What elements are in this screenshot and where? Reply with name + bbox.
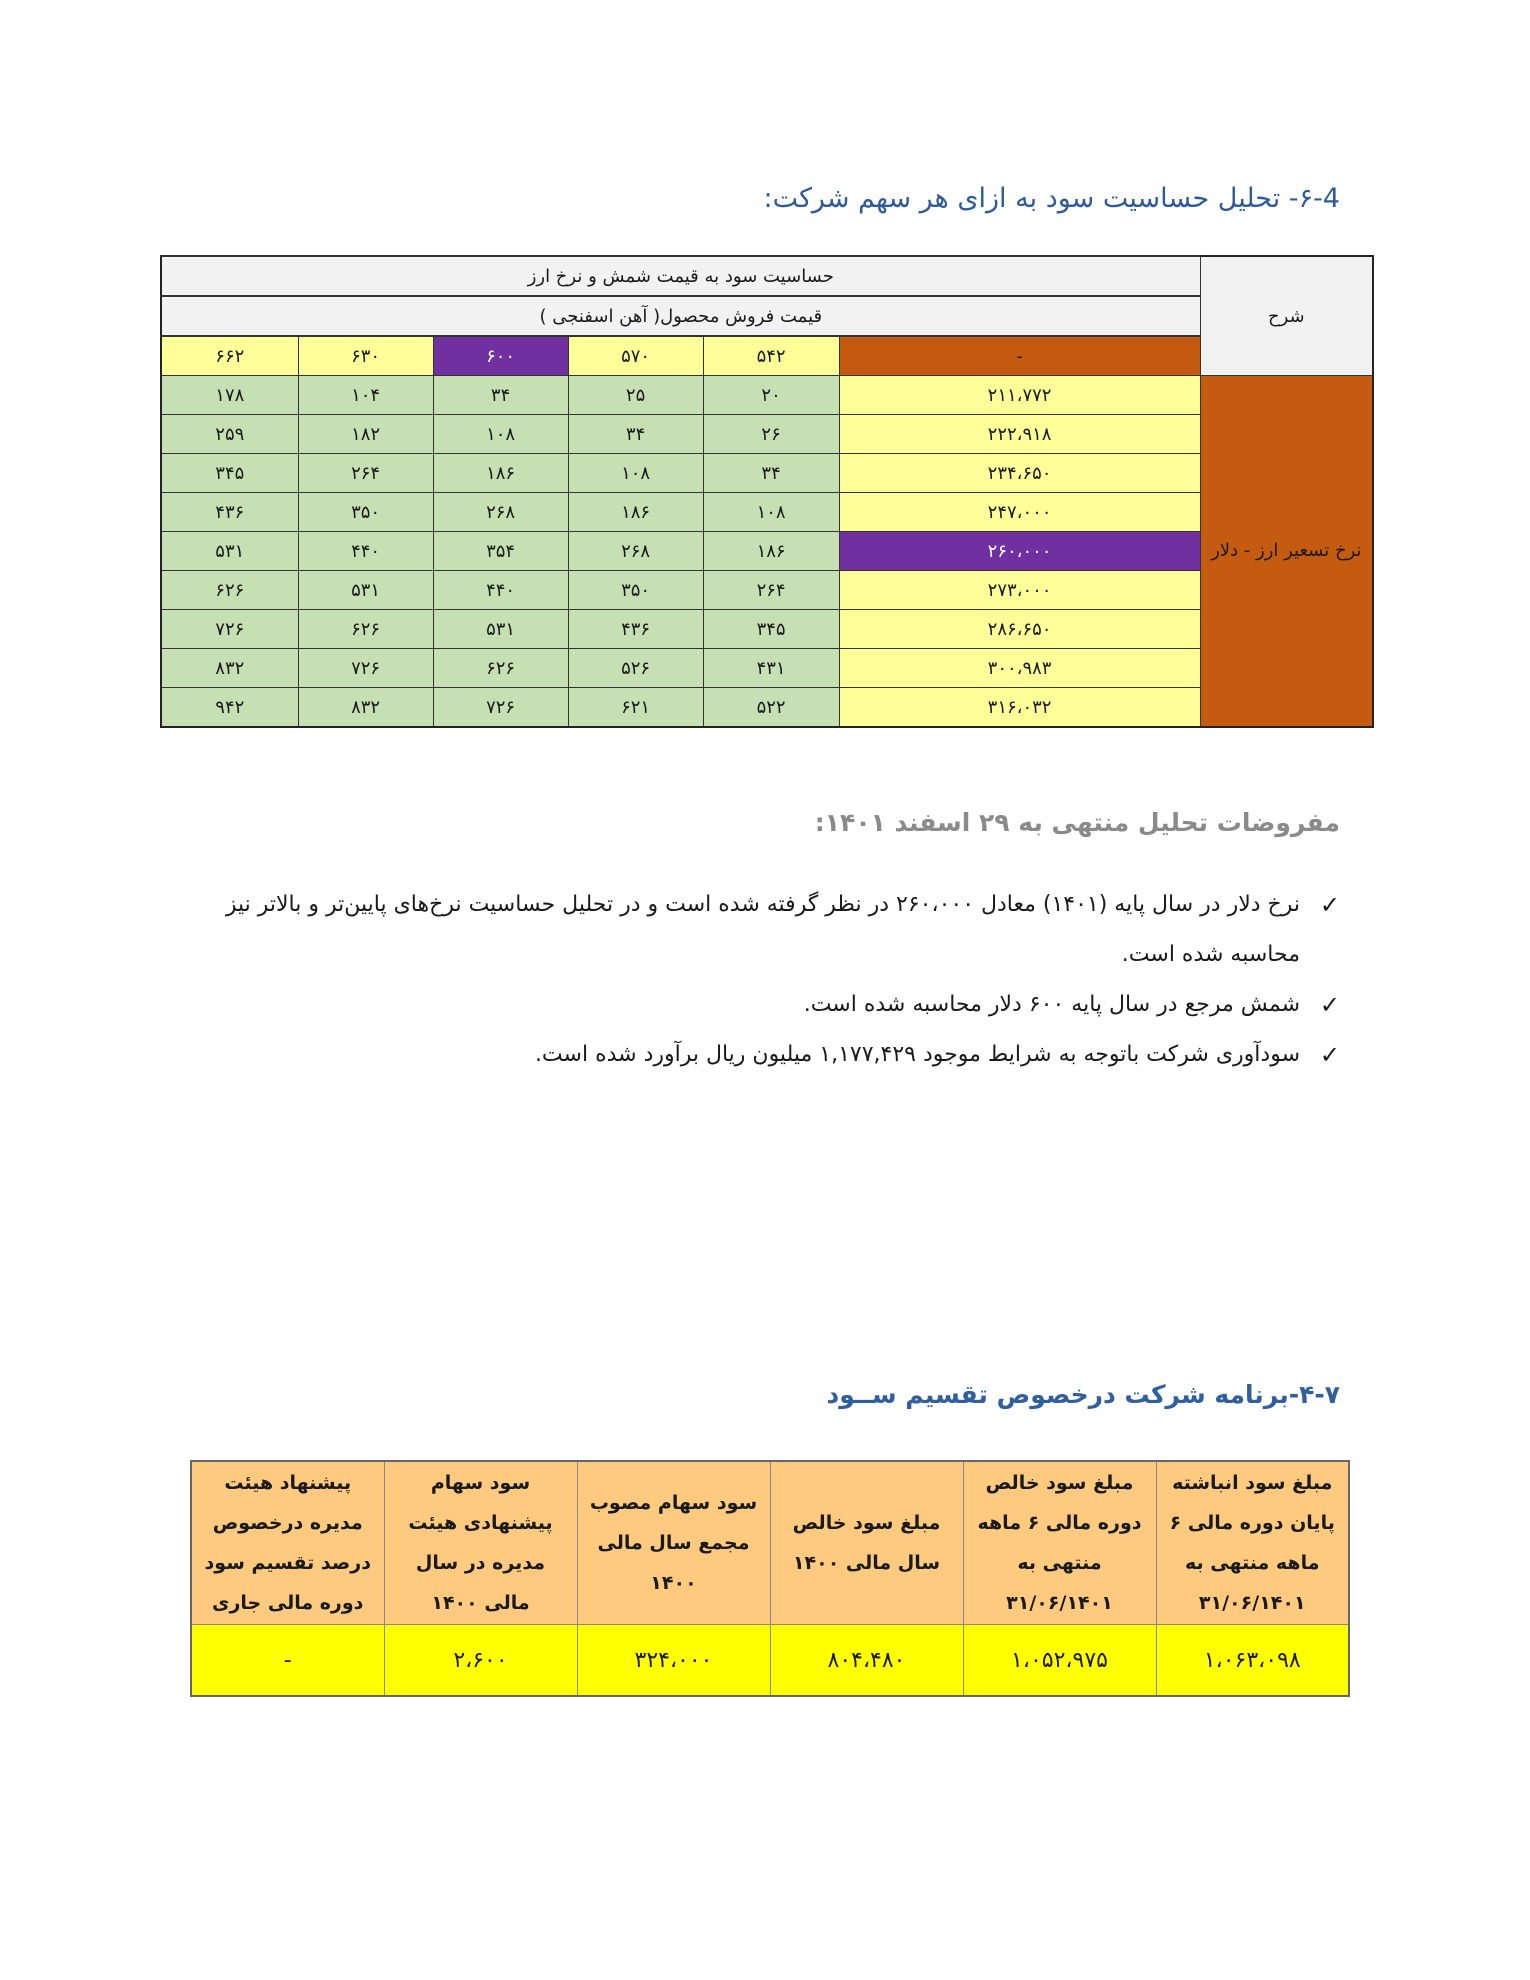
eps-value-cell: ۲۶۴: [703, 571, 839, 610]
dividend-value-cell: ۸۰۴،۴۸۰: [770, 1625, 963, 1697]
eps-value-cell: ۳۴۵: [161, 454, 298, 493]
table-row: [161, 532, 1373, 571]
price-header-cell: ۶۰۰: [433, 336, 568, 376]
eps-value-cell: ۱۰۸: [433, 415, 568, 454]
eps-value-cell: ۴۳۶: [568, 610, 703, 649]
eps-value-cell: ۲۶۴: [298, 454, 433, 493]
eps-value-cell: ۵۲۶: [568, 649, 703, 688]
dividend-header-cell: مبلغ سود انباشته پایان دوره مالی ۶ ماهه منتهی به ۳۱/۰۶/۱۴۰۱: [1156, 1461, 1349, 1625]
sensitivity-section-title: ۶-4- تحلیل حساسیت سود به ازای هر سهم شرکت:: [763, 183, 1340, 214]
eps-value-cell: ۱۷۸: [161, 376, 298, 415]
table-row: [161, 493, 1373, 532]
eps-value-cell: ۱۰۸: [568, 454, 703, 493]
eps-value-cell: ۳۵۰: [298, 493, 433, 532]
eps-value-cell: ۷۲۶: [161, 610, 298, 649]
table-row: [161, 376, 1373, 415]
dividend-header-cell: سود سهام پیشنهادی هیئت مدیره در سال مالی ۱۴۰۰: [384, 1461, 577, 1625]
eps-value-cell: ۳۵۰: [568, 571, 703, 610]
dividend-value-cell: ۱،۰۶۳،۰۹۸: [1156, 1625, 1349, 1697]
eps-value-cell: ۲۵۹: [161, 415, 298, 454]
exchange-rate-cell: ۲۸۶،۶۵۰: [839, 610, 1200, 649]
description-header: شرح: [1200, 256, 1373, 376]
eps-value-cell: ۱۸۶: [568, 493, 703, 532]
table-row: [161, 415, 1373, 454]
table-row: [161, 688, 1373, 728]
exchange-rate-cell: ۲۱۱،۷۷۲: [839, 376, 1200, 415]
exchange-rate-label: نرخ تسعیر ارز - دلار: [1200, 376, 1373, 728]
table-row: [161, 454, 1373, 493]
eps-value-cell: ۱۸۲: [298, 415, 433, 454]
eps-value-cell: ۵۲۲: [703, 688, 839, 728]
eps-value-cell: ۴۴۰: [298, 532, 433, 571]
eps-value-cell: ۱۰۴: [298, 376, 433, 415]
eps-value-cell: ۴۴۰: [433, 571, 568, 610]
check-mark-icon: ✓: [1319, 891, 1340, 919]
eps-value-cell: ۶۲۶: [433, 649, 568, 688]
exchange-rate-cell: ۲۳۴،۶۵۰: [839, 454, 1200, 493]
eps-value-cell: ۳۴: [433, 376, 568, 415]
eps-value-cell: ۳۵۴: [433, 532, 568, 571]
list-item-text: سودآوری شرکت باتوجه به شرایط موجود ۱,۱۷۷,۴۲۹ میلیون ریال برآورد شده است.: [534, 1042, 1300, 1067]
check-mark-icon: ✓: [1319, 1041, 1340, 1069]
sensitivity-table: [160, 255, 1374, 728]
exchange-rate-cell: ۳۱۶،۰۳۲: [839, 688, 1200, 728]
exchange-rate-cell: ۲۷۳،۰۰۰: [839, 571, 1200, 610]
eps-value-cell: ۶۲۶: [298, 610, 433, 649]
price-header-cell: ۶۶۲: [161, 336, 298, 376]
dividend-header-cell: سود سهام مصوب مجمع سال مالی ۱۴۰۰: [577, 1461, 770, 1625]
table-row: [161, 649, 1373, 688]
sensitivity-header: حساسیت سود به قیمت شمش و نرخ ارز: [161, 256, 1200, 296]
eps-value-cell: ۲۵: [568, 376, 703, 415]
eps-value-cell: ۹۴۲: [161, 688, 298, 728]
dividend-header-cell: مبلغ سود خالص دوره مالی ۶ ماهه منتهی به ۳۱/۰۶/۱۴۰۱: [963, 1461, 1156, 1625]
dividend-section-title: ۴-۷-برنامه شرکت درخصوص تقسیم ســود: [826, 1380, 1340, 1409]
eps-value-cell: ۱۰۸: [703, 493, 839, 532]
exchange-rate-cell: ۲۶۰،۰۰۰: [839, 532, 1200, 571]
assumptions-list: [180, 880, 1340, 1080]
exchange-rate-cell: ۳۰۰،۹۸۳: [839, 649, 1200, 688]
list-item-text: نرخ دلار در سال پایه (۱۴۰۱) معادل ۲۶۰،۰۰۰ در نظر گرفته شده است و در تحلیل حساسیت نرخ‌های پایین‌تر و بالاتر نیز محاسبه شده است.: [225, 892, 1300, 967]
price-header-cell: ۵۴۲: [703, 336, 839, 376]
eps-value-cell: ۵۳۱: [161, 532, 298, 571]
list-item: [180, 880, 1340, 980]
eps-value-cell: ۸۳۲: [298, 688, 433, 728]
eps-value-cell: ۲۶۸: [433, 493, 568, 532]
check-mark-icon: ✓: [1319, 991, 1340, 1019]
dividend-table: [190, 1460, 1350, 1697]
eps-value-cell: ۳۴: [703, 454, 839, 493]
eps-value-cell: ۱۸۶: [703, 532, 839, 571]
dividend-value-cell: -: [191, 1625, 384, 1697]
dash-cell: -: [839, 336, 1200, 376]
eps-value-cell: ۶۲۶: [161, 571, 298, 610]
eps-value-cell: ۵۳۱: [298, 571, 433, 610]
eps-value-cell: ۴۳۶: [161, 493, 298, 532]
dividend-header-cell: پیشنهاد هیئت مدیره درخصوص درصد تقسیم سود دوره مالی جاری: [191, 1461, 384, 1625]
list-item: [180, 980, 1340, 1030]
eps-value-cell: ۳۴۵: [703, 610, 839, 649]
eps-value-cell: ۸۳۲: [161, 649, 298, 688]
eps-value-cell: ۴۳۱: [703, 649, 839, 688]
price-header-cell: ۵۷۰: [568, 336, 703, 376]
exchange-rate-cell: ۲۴۷،۰۰۰: [839, 493, 1200, 532]
eps-value-cell: ۱۸۶: [433, 454, 568, 493]
eps-value-cell: ۲۶: [703, 415, 839, 454]
dividend-value-cell: ۱،۰۵۲،۹۷۵: [963, 1625, 1156, 1697]
exchange-rate-cell: ۲۲۲،۹۱۸: [839, 415, 1200, 454]
eps-value-cell: ۷۲۶: [298, 649, 433, 688]
dividend-value-cell: ۲،۶۰۰: [384, 1625, 577, 1697]
eps-value-cell: ۵۳۱: [433, 610, 568, 649]
eps-value-cell: ۷۲۶: [433, 688, 568, 728]
price-header-cell: ۶۳۰: [298, 336, 433, 376]
table-row: [161, 571, 1373, 610]
assumptions-title: مفروضات تحلیل منتهی به ۲۹ اسفند ۱۴۰۱:: [814, 808, 1340, 837]
dividend-value-cell: ۳۲۴،۰۰۰: [577, 1625, 770, 1697]
eps-value-cell: ۶۲۱: [568, 688, 703, 728]
product-price-header: قیمت فروش محصول( آهن اسفنجی ): [161, 296, 1200, 336]
eps-value-cell: ۳۴: [568, 415, 703, 454]
dividend-header-cell: مبلغ سود خالص سال مالی ۱۴۰۰: [770, 1461, 963, 1625]
table-row: [161, 610, 1373, 649]
list-item-text: شمش مرجع در سال پایه ۶۰۰ دلار محاسبه شده است.: [803, 992, 1300, 1017]
list-item: [180, 1030, 1340, 1080]
eps-value-cell: ۲۰: [703, 376, 839, 415]
eps-value-cell: ۲۶۸: [568, 532, 703, 571]
